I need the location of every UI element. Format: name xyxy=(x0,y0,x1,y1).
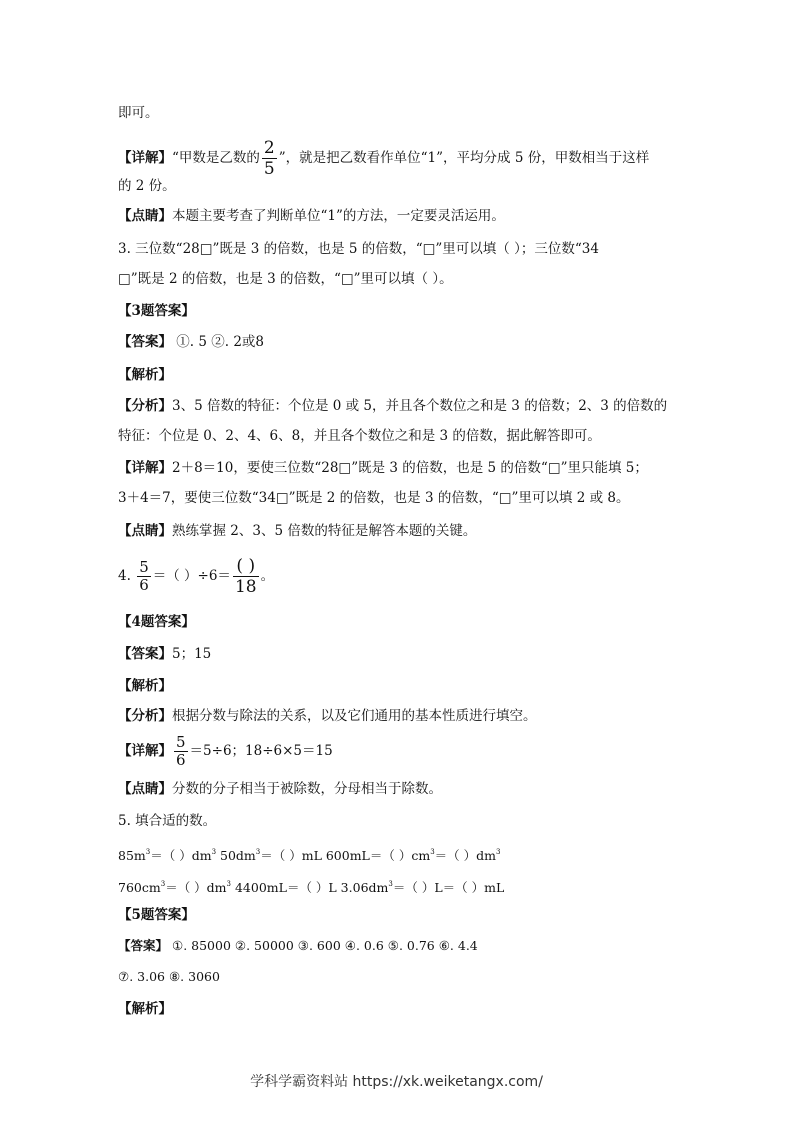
fraction xyxy=(262,138,277,179)
comment-line xyxy=(118,780,442,798)
answer-tag: 【答案】 xyxy=(118,334,172,350)
text-span: 本题主要考查了判断单位“1”的方法，一定要灵活运用。 xyxy=(172,208,505,224)
analysis-tag: 【分析】 xyxy=(118,708,172,724)
detail-line xyxy=(118,138,649,179)
fraction-numerator: ( ) xyxy=(233,556,259,577)
answer-line xyxy=(118,937,478,955)
superscript: 3 xyxy=(160,880,166,888)
footer-watermark: 学科学霸资料站 https://xk.weiketangx.com/ xyxy=(250,1074,543,1090)
text-span: 85m xyxy=(118,848,146,863)
superscript: 3 xyxy=(496,848,501,856)
text-span: ＝（ ）L＝（ ）mL xyxy=(392,880,505,895)
detail-line xyxy=(118,459,648,477)
answer-text: ①. 5 ②. 2或8 xyxy=(172,334,265,350)
text-span: ＝（ ）dm xyxy=(165,880,227,895)
question-number: 4. xyxy=(118,568,131,584)
question-5-row-1 xyxy=(118,843,500,865)
text-span: ＝5÷6；18÷6×5＝15 xyxy=(189,743,333,759)
text-span: 50dm xyxy=(216,848,256,863)
question-3-line-1: 3. 三位数“28□”既是 3 的倍数，也是 5 的倍数，“□”里可以填（ ）；三位数“34 xyxy=(118,241,599,257)
analysis-tag: 【分析】 xyxy=(118,398,172,414)
text-line: 即可。 xyxy=(118,105,159,121)
question-3-line-2: □”既是 2 的倍数，也是 3 的倍数，“□”里可以填（ ）。 xyxy=(118,271,453,287)
analysis-title: 【解析】 xyxy=(118,367,172,383)
answer-tag: 【答案】 xyxy=(118,646,172,662)
answer-line: ⑦. 3.06 ⑧. 3060 xyxy=(118,969,220,984)
text-span: 熟练掌握 2、3、5 倍数的特征是解答本题的关键。 xyxy=(172,523,477,539)
answer-title: 【3题答案】 xyxy=(118,303,195,319)
question-5-line: 5. 填合适的数。 xyxy=(118,813,217,829)
analysis-line xyxy=(118,707,537,725)
detail-line xyxy=(118,734,333,769)
detail-tag: 【详解】 xyxy=(118,743,172,759)
answer-tag: 【答案】 xyxy=(118,938,169,953)
text-span: 760cm xyxy=(118,880,161,895)
fraction xyxy=(137,559,151,594)
text-span: 分数的分子相当于被除数，分母相当于除数。 xyxy=(172,781,442,797)
answer-title: 【5题答案】 xyxy=(118,907,195,923)
fraction-numerator: 2 xyxy=(263,138,275,158)
fraction xyxy=(233,556,259,597)
comment-tag: 【点睛】 xyxy=(118,208,172,224)
text-span: ＝（ ）÷6＝ xyxy=(152,568,231,584)
answer-line xyxy=(118,645,211,663)
fraction xyxy=(174,734,188,769)
text-span: 。 xyxy=(260,568,275,584)
fraction-denominator: 5 xyxy=(263,159,275,179)
superscript: 3 xyxy=(211,848,217,856)
fraction-numerator: 5 xyxy=(139,558,149,576)
comment-line xyxy=(118,522,476,540)
analysis-title: 【解析】 xyxy=(118,1001,172,1017)
comment-tag: 【点睛】 xyxy=(118,781,172,797)
superscript: 3 xyxy=(226,880,231,888)
text-span: 根据分数与除法的关系，以及它们通用的基本性质进行填空。 xyxy=(172,708,537,724)
fraction-denominator: 18 xyxy=(234,577,257,597)
text-span: ＝（ ）dm xyxy=(434,848,497,863)
answer-text: 5；15 xyxy=(172,646,212,662)
comment-line xyxy=(118,207,505,225)
text-span: 4400mL＝（ ）L 3.06dm xyxy=(231,880,389,895)
answer-line xyxy=(118,333,264,351)
text-span: “甲数是乙数的 xyxy=(172,150,260,166)
text-span: ”，就是把乙数看作单位“1”，平均分成 5 份，甲数相当于这样 xyxy=(278,150,650,166)
question-4-line xyxy=(118,556,274,597)
analysis-line xyxy=(118,397,667,415)
comment-tag: 【点睛】 xyxy=(118,523,172,539)
superscript: 3 xyxy=(430,848,435,856)
text-span: ＝（ ）dm xyxy=(150,848,212,863)
superscript: 3 xyxy=(388,880,393,888)
question-5-row-2 xyxy=(118,875,504,897)
detail-tag: 【详解】 xyxy=(118,150,172,166)
superscript: 3 xyxy=(255,848,261,856)
fraction-denominator: 6 xyxy=(139,576,149,594)
detail-tag: 【详解】 xyxy=(118,460,172,476)
answer-text: ①. 85000 ②. 50000 ③. 600 ④. 0.6 ⑤. 0.76 ⑥. 4.4 xyxy=(168,938,478,953)
text-span: 3、5 倍数的特征：个位是 0 或 5，并且各个数位之和是 3 的倍数；2、3 的倍数的 xyxy=(172,398,668,414)
text-line: 的 2 份。 xyxy=(118,178,176,194)
superscript: 3 xyxy=(145,848,151,856)
text-span: ＝（ ）mL 600mL＝（ ）cm xyxy=(260,848,431,863)
analysis-title: 【解析】 xyxy=(118,678,172,694)
fraction-numerator: 5 xyxy=(176,733,186,751)
answer-title: 【4题答案】 xyxy=(118,614,195,630)
text-line: 特征：个位是 0、2、4、6、8，并且各个数位之和是 3 的倍数，据此解答即可。 xyxy=(118,428,601,444)
text-span: 2＋8＝10，要使三位数“28□”既是 3 的倍数，也是 5 的倍数“□”里只能填 5； xyxy=(172,460,648,476)
text-line: 3＋4＝7，要使三位数“34□”既是 2 的倍数，也是 3 的倍数，“□”里可以填 2 或 8。 xyxy=(118,490,630,506)
fraction-denominator: 6 xyxy=(176,751,186,769)
